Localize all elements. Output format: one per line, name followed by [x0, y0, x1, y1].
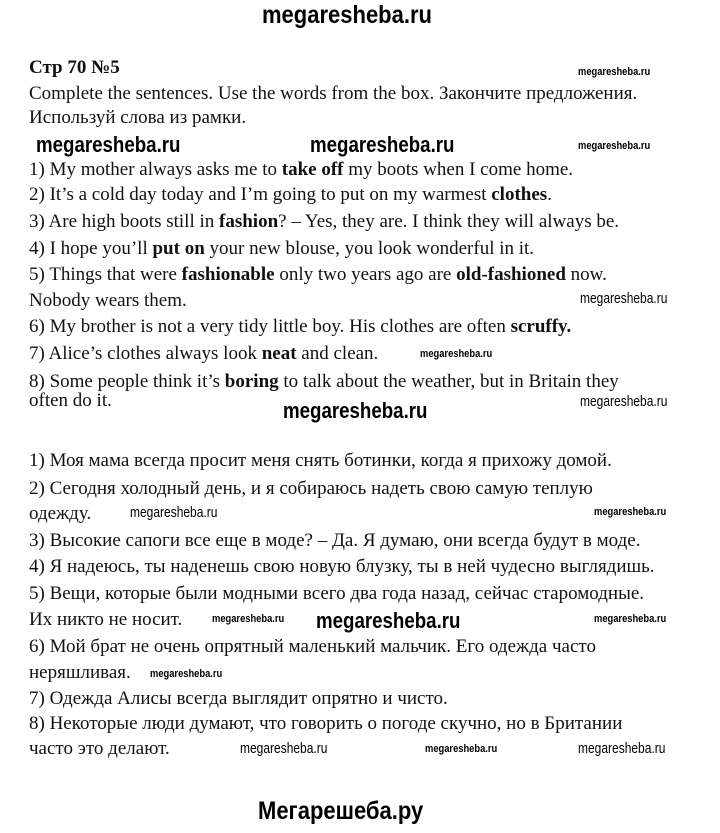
russian-line — [29, 738, 170, 760]
sentence-text: неряшливая. — [29, 662, 131, 683]
sentence-text: 4) Я надеюсь, ты наденешь свою новую блузку, ты в ней чудесно выглядишь. — [29, 556, 655, 577]
sentence-text: your new blouse, you look wonderful in it. — [204, 238, 535, 259]
sentence-text: одежду. — [29, 503, 92, 524]
english-line — [29, 390, 112, 412]
answer-word: old-fashioned — [456, 264, 566, 285]
sentence-text: Nobody wears them. — [29, 290, 187, 311]
sentence-text: 6) My brother is not a very tidy little boy. His clothes are often — [29, 316, 511, 337]
watermark: megaresheba.ru — [240, 740, 328, 757]
russian-line — [29, 662, 131, 684]
watermark: megaresheba.ru — [425, 743, 498, 755]
russian-line — [29, 688, 448, 710]
sentence-text: 6) Мой брат не очень опрятный маленький мальчик. Его одежда часто — [29, 636, 596, 657]
english-line — [29, 371, 619, 393]
russian-line — [29, 636, 596, 658]
russian-line — [29, 478, 593, 500]
watermark: megaresheba.ru — [578, 66, 651, 78]
english-line — [29, 290, 187, 312]
footer-title: Мегарешеба.ру — [258, 797, 424, 825]
english-line — [29, 264, 607, 286]
watermark: megaresheba.ru — [212, 613, 285, 625]
watermark: megaresheba.ru — [420, 348, 493, 360]
watermark: megaresheba.ru — [36, 132, 181, 157]
instructions-line-2: Используй слова из рамки. — [29, 107, 247, 128]
sentence-text: now. — [565, 264, 607, 285]
instructions-line-1: Complete the sentences. Use the words from the box. Закончите предложения. — [29, 83, 638, 104]
sentence-text: 5) Вещи, которые были модными всего два года назад, сейчас старомодные. — [29, 583, 645, 604]
sentence-text: 1) Моя мама всегда просит меня снять ботинки, когда я прихожу домой. — [29, 450, 612, 471]
answer-word: put on — [152, 238, 205, 259]
sentence-text: 3) Высокие сапоги все еще в моде? – Да. Я думаю, они всегда будут в моде. — [29, 530, 641, 551]
english-line — [29, 343, 378, 365]
answer-word: neat — [261, 343, 297, 364]
sentence-text: 2) Сегодня холодный день, и я собираюсь надеть свою самую теплую — [29, 478, 593, 499]
watermark: megaresheba.ru — [310, 132, 455, 157]
sentence-text: 7) Одежда Алисы всегда выглядит опрятно и чисто. — [29, 688, 448, 709]
watermark: megaresheba.ru — [580, 393, 668, 410]
answer-word: clothes — [491, 184, 548, 205]
russian-line — [29, 583, 644, 605]
sentence-text: 1) My mother always asks me to — [29, 159, 282, 180]
english-line — [29, 211, 619, 233]
watermark: megaresheba.ru — [594, 506, 667, 518]
answer-word: fashionable — [181, 264, 275, 285]
watermark: megaresheba.ru — [283, 398, 428, 423]
sentence-text: 4) I hope you’ll — [29, 238, 153, 259]
sentence-text: Их никто не носит. — [29, 609, 183, 630]
russian-line — [29, 450, 612, 472]
answer-word: take off — [281, 159, 344, 180]
watermark: megaresheba.ru — [578, 140, 651, 152]
english-line — [29, 184, 552, 206]
sentence-text: 8) Некоторые люди думают, что говорить о погоде скучно, но в Британии — [29, 713, 623, 734]
sentence-text: 7) Alice’s clothes always look — [29, 343, 262, 364]
exercise-heading: Стр 70 №5 — [29, 57, 120, 78]
sentence-text: . — [547, 184, 552, 205]
watermark: megaresheba.ru — [594, 613, 667, 625]
russian-line — [29, 609, 182, 631]
russian-line — [29, 503, 91, 525]
watermark: megaresheba.ru — [578, 740, 666, 757]
russian-line — [29, 713, 622, 735]
watermark: megaresheba.ru — [580, 290, 668, 307]
answer-word: boring — [224, 371, 279, 392]
sentence-text: my boots when I come home. — [343, 159, 574, 180]
sentence-text: 3) Are high boots still in — [29, 211, 219, 232]
sentence-text: only two years ago are — [274, 264, 457, 285]
english-line — [29, 316, 571, 338]
russian-line — [29, 530, 640, 552]
english-line — [29, 159, 573, 181]
watermark: megaresheba.ru — [150, 668, 223, 680]
sentence-text: to talk about the weather, but in Britain they — [278, 371, 619, 392]
watermark: megaresheba.ru — [316, 608, 461, 633]
answer-word: fashion — [219, 211, 279, 232]
watermark: megaresheba.ru — [130, 504, 218, 521]
sentence-text: 5) Things that were — [29, 264, 182, 285]
sentence-text: 8) Some people think it’s — [29, 371, 225, 392]
sentence-text: 2) It’s a cold day today and I’m going to put on my warmest — [29, 184, 492, 205]
sentence-text: and clean. — [296, 343, 379, 364]
sentence-text: often do it. — [29, 390, 112, 411]
site-title: megaresheba.ru — [262, 1, 432, 29]
answer-word: scruffy. — [510, 316, 572, 337]
sentence-text: часто это делают. — [29, 738, 170, 759]
english-line — [29, 238, 534, 260]
sentence-text: ? – Yes, they are. I think they will always be. — [278, 211, 620, 232]
russian-line — [29, 556, 655, 578]
